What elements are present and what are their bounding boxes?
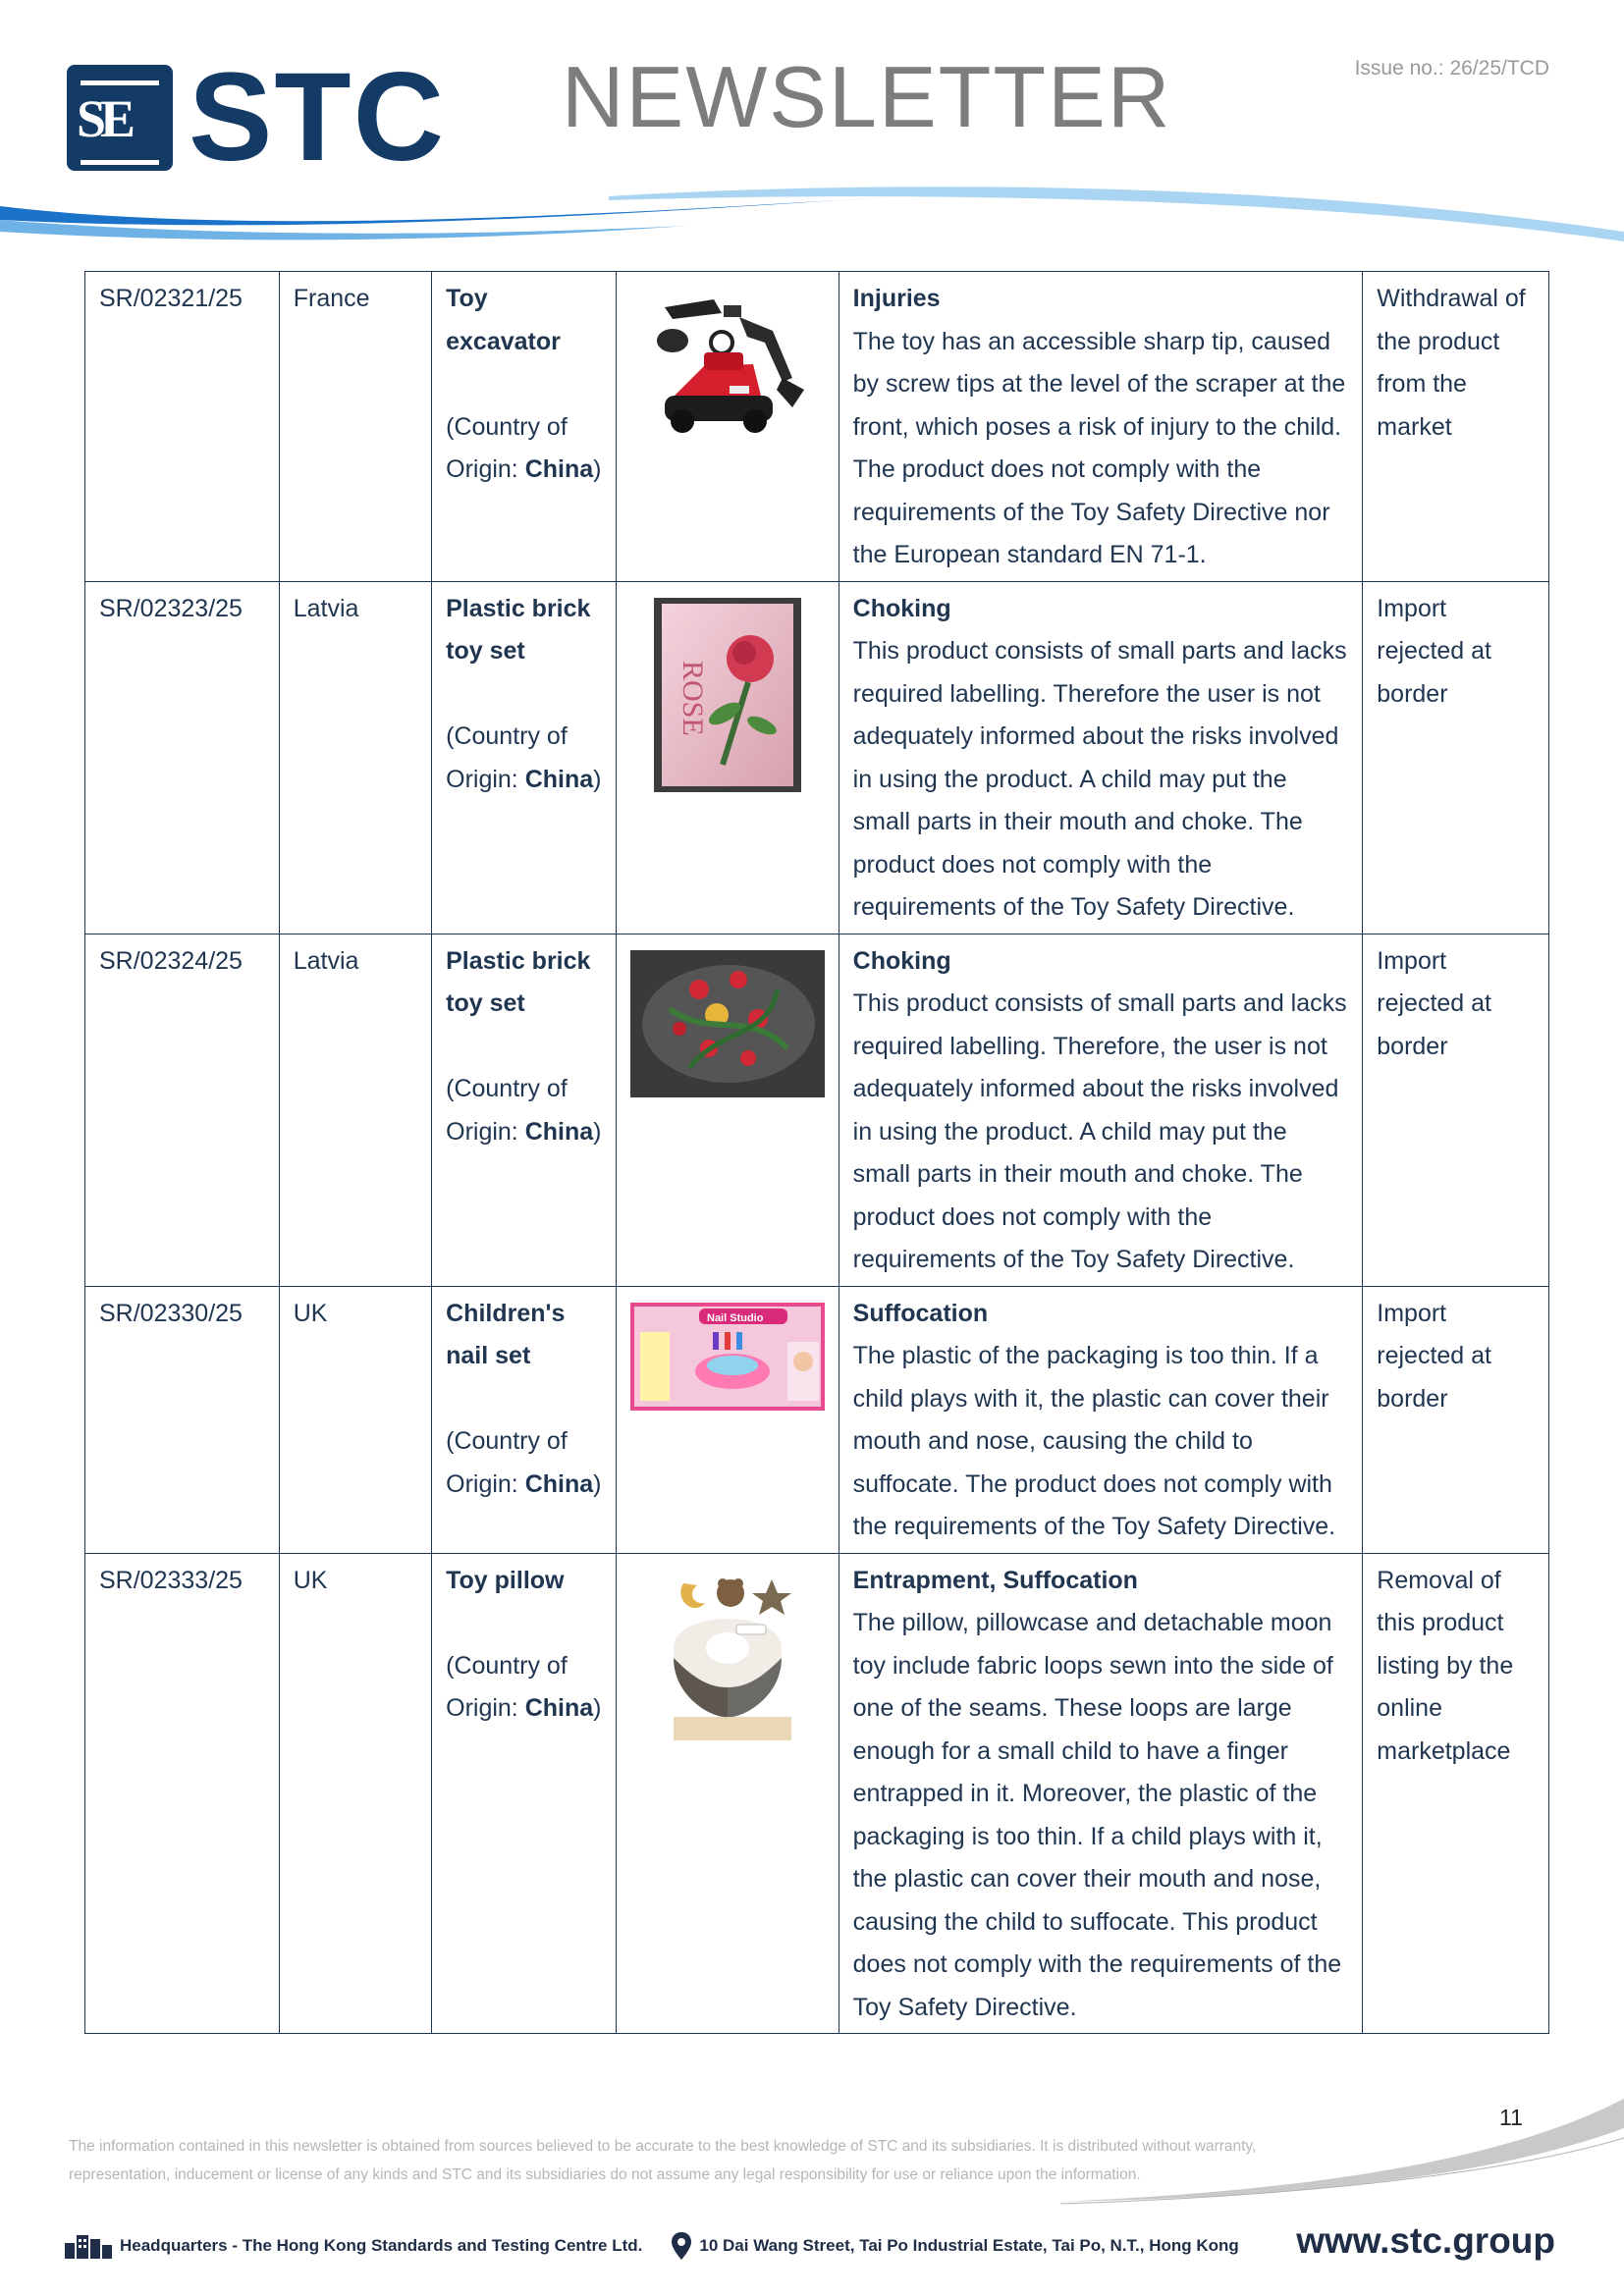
stc-logo-text: STC xyxy=(189,47,446,187)
product-cell xyxy=(432,1286,617,1553)
origin-text: (Country of Origin: China) xyxy=(446,722,602,793)
origin-text: (Country of Origin: China) xyxy=(446,1651,602,1722)
product-name: Plastic brick xyxy=(446,946,591,975)
disclaimer-text: The information contained in this newsletter is obtained from sources believed to be accurate to the best knowledge of STC and its subsidiaries. It is distributed without warranty, representation, inducement or license of any kinds and STC and its subsidiaries do not assume any legal responsibility for use or reliance upon the information. xyxy=(69,2138,1257,2183)
product-name: Children's xyxy=(446,1299,566,1327)
product-name: Plastic brick xyxy=(446,594,591,622)
table-row xyxy=(85,934,1549,1286)
product-image-cell xyxy=(616,934,839,1286)
footer-bar xyxy=(63,2220,1555,2266)
product-cell xyxy=(432,1553,617,2034)
risk-type: Choking xyxy=(852,594,951,622)
risk-cell xyxy=(839,1553,1363,2034)
product-image-cell xyxy=(616,581,839,934)
table-row xyxy=(85,581,1549,934)
product-name-cont: toy set xyxy=(446,989,525,1017)
product-image-cell xyxy=(616,1553,839,2034)
country-cell: UK xyxy=(279,1286,431,1553)
product-cell xyxy=(432,272,617,582)
product-name-cont: toy set xyxy=(446,637,525,665)
svg-text:Nail Studio: Nail Studio xyxy=(706,1311,764,1324)
measure-cell: Import rejected at border xyxy=(1363,934,1549,1286)
product-name-cont: excavator xyxy=(446,327,561,355)
table-row xyxy=(85,1286,1549,1553)
reference-cell: SR/02333/25 xyxy=(85,1553,280,2034)
product-name: Toy pillow xyxy=(446,1566,565,1594)
table-row xyxy=(85,272,1549,582)
product-cell xyxy=(432,934,617,1286)
stc-logo-mark: SE xyxy=(67,65,173,171)
building-icon xyxy=(63,2231,114,2261)
page-number: 11 xyxy=(1499,2105,1523,2130)
country-cell: UK xyxy=(279,1553,431,2034)
risk-description: The plastic of the packaging is too thin. If a child plays with it, the plastic can cover their mouth and nose, causing the child to suffocate. The product does not comply with the requirements of the Toy Safety Directive. xyxy=(852,1342,1336,1540)
toy-excavator-image xyxy=(645,288,810,465)
address-text: 10 Dai Wang Street, Tai Po Industrial Estate, Tai Po, N.T., Hong Kong xyxy=(699,2236,1239,2255)
product-image-cell xyxy=(616,272,839,582)
origin-text: (Country of Origin: China) xyxy=(446,412,602,483)
issue-number: Issue no.: 26/25/TCD xyxy=(1354,57,1549,80)
product-image-cell xyxy=(616,1286,839,1553)
risk-description: This product consists of small parts and lacks required labelling. Therefore, the user is not adequately informed about the risks involved in using the product. A child may put the small parts in their mouth and choke. The product does not comply with the requirements of the Toy Safety Directive. xyxy=(852,989,1347,1273)
stc-logo xyxy=(67,47,446,187)
country-cell: Latvia xyxy=(279,581,431,934)
country-cell: France xyxy=(279,272,431,582)
product-name: Toy xyxy=(446,285,488,312)
rose-brick-set-image xyxy=(654,598,801,807)
nail-set-image xyxy=(630,1303,825,1425)
country-cell: Latvia xyxy=(279,934,431,1286)
reference-cell: SR/02321/25 xyxy=(85,272,280,582)
table-row xyxy=(85,1553,1549,2034)
toy-pillow-image xyxy=(654,1570,801,1757)
origin-text: (Country of Origin: China) xyxy=(446,1427,602,1498)
risk-type: Entrapment, Suffocation xyxy=(852,1566,1138,1594)
newsletter-title: NEWSLETTER xyxy=(562,48,1172,145)
website-link[interactable]: www.stc.group xyxy=(1296,2220,1555,2261)
risk-cell xyxy=(839,272,1363,582)
recall-table xyxy=(84,271,1549,2034)
reference-cell: SR/02324/25 xyxy=(85,934,280,1286)
header-swoosh xyxy=(0,177,1624,255)
measure-cell: Import rejected at border xyxy=(1363,581,1549,934)
risk-cell xyxy=(839,581,1363,934)
risk-cell xyxy=(839,934,1363,1286)
risk-description: The pillow, pillowcase and detachable moon toy include fabric loops sewn into the side of one of the seams. These loops are large enough for a small child to have a finger entrapped in it. Moreover, the plastic of the packaging is too thin. If a child plays with it, the plastic can cover their mouth and nose, causing the child to suffocate. This product does not comply with the requirements of the Toy Safety Directive. xyxy=(852,1609,1342,2021)
reference-cell: SR/02323/25 xyxy=(85,581,280,934)
risk-type: Suffocation xyxy=(852,1299,989,1327)
measure-cell: Removal of this product listing by the online marketplace xyxy=(1363,1553,1549,2034)
risk-type: Choking xyxy=(852,946,951,975)
svg-text:ROSE: ROSE xyxy=(676,660,709,736)
flower-brick-set-image xyxy=(630,950,825,1112)
origin-text: (Country of Origin: China) xyxy=(446,1075,602,1146)
reference-cell: SR/02330/25 xyxy=(85,1286,280,1553)
measure-cell: Withdrawal of the product from the market xyxy=(1363,272,1549,582)
risk-type: Injuries xyxy=(852,285,941,312)
location-pin-icon xyxy=(672,2232,691,2260)
product-name-cont: nail set xyxy=(446,1342,531,1369)
measure-cell: Import rejected at border xyxy=(1363,1286,1549,1553)
risk-description: This product consists of small parts and lacks required labelling. Therefore the user is not adequately informed about the risks involved in using the product. A child may put the small parts in their mouth and choke. The product does not comply with the requirements of the Toy Safety Directive. xyxy=(852,637,1347,921)
headquarters-text: Headquarters - The Hong Kong Standards and Testing Centre Ltd. xyxy=(120,2236,643,2255)
risk-description: The toy has an accessible sharp tip, caused by screw tips at the level of the scraper at the front, which poses a risk of injury to the child. The product does not comply with the requirements of the Toy Safety Directive nor the European standard EN 71-1. xyxy=(852,327,1346,568)
risk-cell xyxy=(839,1286,1363,1553)
product-cell xyxy=(432,581,617,934)
